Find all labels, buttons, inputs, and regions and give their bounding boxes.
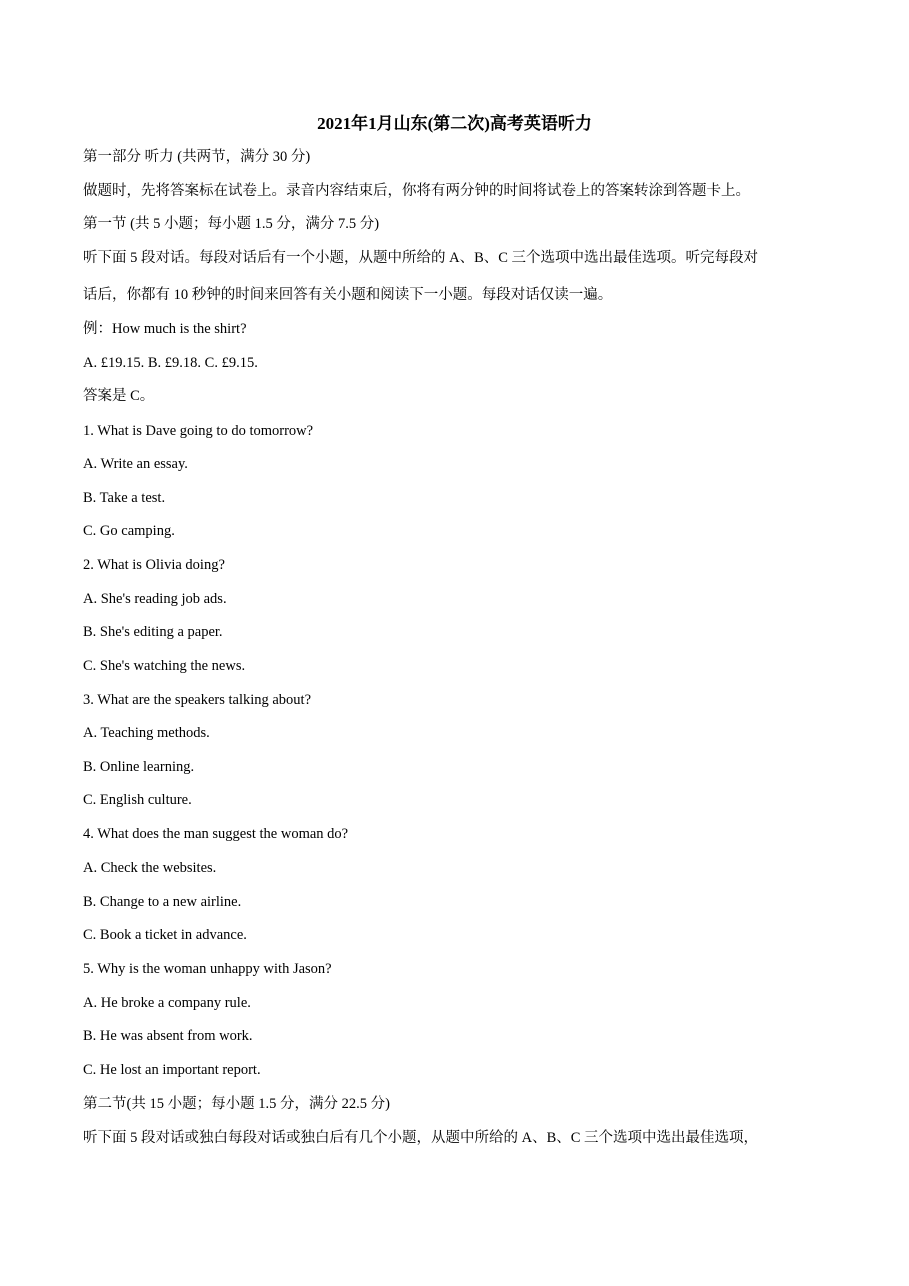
option-text: C. Book a ticket in advance. — [83, 927, 247, 943]
question-5: 5. Why is the woman unhappy with Jason? — [83, 961, 332, 977]
instruction-text: 做题时，先将答案标在试卷上。录音内容结束后，你将有两分钟的时间将试卷上的答案转涂到答题卡上。 — [83, 183, 750, 199]
question-2: 2. What is Olivia doing? — [83, 557, 225, 573]
question-4: 4. What does the man suggest the woman do? — [83, 826, 349, 842]
option-text: A. He broke a company rule. — [83, 995, 251, 1011]
section-heading-part-one: 第一部分 听力 (共两节，满分 30 分) — [83, 149, 311, 165]
instruction-text: 话后，你都有 10 秒钟的时间来回答有关小题和阅读下一小题。每段对话仅读一遍。 — [83, 287, 613, 303]
section-heading-section-two: 第二节(共 15 小题；每小题 1.5 分，满分 22.5 分) — [83, 1096, 390, 1112]
option-text: B. She's editing a paper. — [83, 624, 223, 640]
instruction-text: 听下面 5 段对话或独白每段对话或独白后有几个小题，从题中所给的 A、B、C 三个选项中选出最佳选项， — [83, 1130, 759, 1146]
option-text: A. She's reading job ads. — [83, 591, 227, 607]
page-title: 2021年1月山东(第二次)高考英语听力 — [317, 114, 592, 133]
option-text: B. Online learning. — [83, 759, 195, 775]
section-heading-section-one: 第一节 (共 5 小题；每小题 1.5 分，满分 7.5 分) — [83, 216, 380, 232]
instruction-text: 听下面 5 段对话。每段对话后有一个小题，从题中所给的 A、B、C 三个选项中选出最佳选项。听完每段对 — [83, 250, 759, 266]
example-options: A. £19.15. B. £9.18. C. £9.15. — [83, 355, 258, 371]
option-text: C. She's watching the news. — [83, 658, 246, 674]
option-text: A. Check the websites. — [83, 860, 217, 876]
option-text: C. English culture. — [83, 792, 192, 808]
option-text: B. Take a test. — [83, 490, 166, 506]
option-text: C. Go camping. — [83, 523, 175, 539]
option-text: B. Change to a new airline. — [83, 894, 242, 910]
example-answer: 答案是 C。 — [83, 388, 155, 404]
option-text: A. Write an essay. — [83, 456, 188, 472]
option-text: B. He was absent from work. — [83, 1028, 253, 1044]
question-3: 3. What are the speakers talking about? — [83, 692, 312, 708]
option-text: C. He lost an important report. — [83, 1062, 261, 1078]
option-text: A. Teaching methods. — [83, 725, 210, 741]
example-question: 例：How much is the shirt? — [83, 321, 247, 337]
question-1: 1. What is Dave going to do tomorrow? — [83, 423, 314, 439]
